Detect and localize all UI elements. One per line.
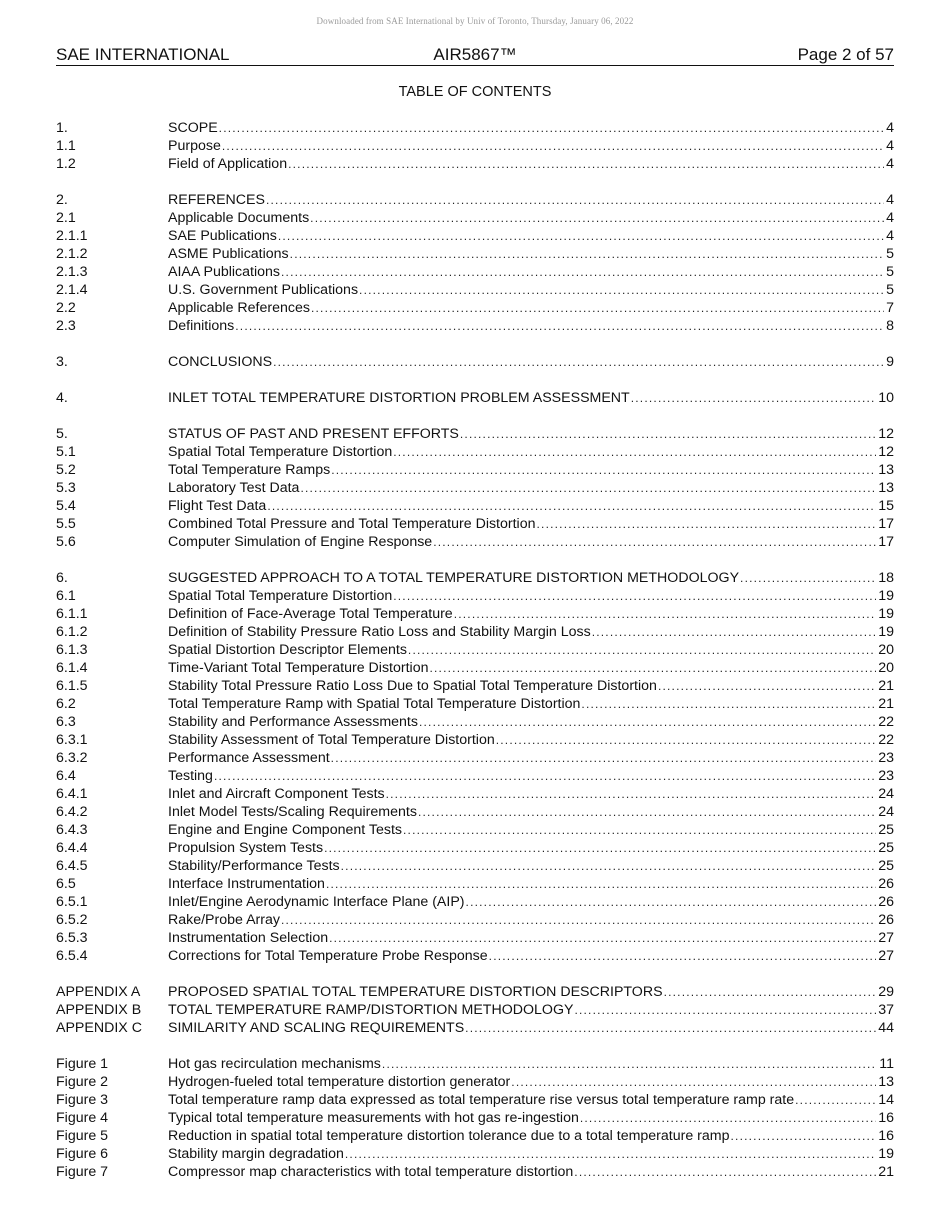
toc-entry[interactable] [56,1073,894,1091]
toc-entry-page: 10 [878,390,894,406]
toc-entry-page: 22 [878,732,894,748]
toc-entry-page: 4 [886,120,894,136]
toc-entry-page: 11 [879,1056,894,1072]
toc-dot-leader [341,857,877,875]
toc-entry[interactable] [56,1163,894,1181]
toc-entry-page: 27 [878,948,894,964]
toc-entry-number: 5.3 [56,480,76,496]
toc-dot-leader [664,983,877,1001]
toc-dot-leader [574,1001,876,1019]
toc-entry[interactable] [56,461,894,479]
toc-entry-page: 13 [878,480,894,496]
toc-entry[interactable] [56,731,894,749]
toc-entry-title[interactable]: Stability Total Pressure Ratio Loss Due to Spatial Total Temperature Distortion [168,678,657,694]
toc-entry[interactable] [56,137,894,155]
toc-entry-title[interactable]: SCOPE [168,120,218,136]
toc-entry-number: 6.5.3 [56,930,88,946]
toc-entry-number: 6.1.4 [56,660,88,676]
toc-entry[interactable] [56,191,894,209]
toc-entry-title[interactable]: Testing [168,768,213,784]
toc-entry-title[interactable]: Rake/Probe Array [168,912,280,928]
toc-entry-page: 5 [886,282,894,298]
toc-entry-title[interactable]: Combined Total Pressure and Total Temperature Distortion [168,516,536,532]
toc-dot-leader [658,677,876,695]
toc-entry[interactable] [56,119,894,137]
toc-entry[interactable] [56,785,894,803]
toc-entry[interactable] [56,695,894,713]
toc-entry[interactable] [56,1001,894,1019]
toc-dot-leader [382,1055,877,1073]
toc-entry-page: 22 [878,714,894,730]
toc-entry-page: 9 [886,354,894,370]
toc-dot-leader [219,119,884,137]
toc-entry-title[interactable]: STATUS OF PAST AND PRESENT EFFORTS [168,426,459,442]
toc-entry-title[interactable]: ASME Publications [168,246,289,262]
toc-entry[interactable] [56,317,894,335]
toc-entry[interactable] [56,227,894,245]
toc-dot-leader [581,695,876,713]
toc-entry-number: Figure 3 [56,1092,109,1108]
toc-group [56,1055,894,1181]
toc-entry-page: 5 [886,264,894,280]
toc-dot-leader [324,839,876,857]
toc-dot-leader [290,245,884,263]
toc-entry-title[interactable]: Laboratory Test Data [168,480,300,496]
toc-entry-page: 13 [878,1074,894,1090]
toc-entry-number: APPENDIX C [56,1020,142,1036]
toc-entry-number: 6.2 [56,696,76,712]
toc-entry-title[interactable]: Time-Variant Total Temperature Distortion [168,660,429,676]
toc-entry-title[interactable]: Engine and Engine Component Tests [168,822,402,838]
header-organization: SAE INTERNATIONAL [56,45,230,64]
toc-entry-page: 25 [878,840,894,856]
toc-dot-leader [267,497,876,515]
toc-dot-leader [331,749,877,767]
toc-dot-leader [465,1019,876,1037]
toc-entry-page: 13 [878,462,894,478]
toc-entry-page: 12 [878,444,894,460]
toc-entry-number: 5.5 [56,516,76,532]
toc-entry-number: 6.4.5 [56,858,88,874]
toc-entry-page: 25 [878,858,894,874]
toc-entry-title[interactable]: Applicable References [168,300,310,316]
toc-entry-number: 2.1.2 [56,246,88,262]
toc-entry-number: 6.1 [56,588,76,604]
toc-entry[interactable] [56,443,894,461]
toc-dot-leader [631,389,876,407]
toc-dot-leader [419,713,876,731]
toc-dot-leader [393,587,876,605]
toc-entry[interactable] [56,803,894,821]
header-page-number: Page 2 of 57 [797,45,894,64]
toc-entry[interactable] [56,263,894,281]
toc-entry[interactable] [56,389,894,407]
toc-group [56,983,894,1037]
toc-entry-title[interactable]: Field of Application [168,156,288,172]
toc-dot-leader [537,515,877,533]
toc-entry[interactable] [56,281,894,299]
toc-entry[interactable] [56,857,894,875]
download-watermark: Downloaded from SAE International by Univ of Toronto, Thursday, January 06, 2022 [316,16,634,26]
toc-entry-page: 29 [878,984,894,1000]
toc-entry-title[interactable]: Spatial Total Temperature Distortion [168,588,393,604]
toc-dot-leader [311,299,884,317]
toc-entry-number: 6.4.1 [56,786,88,802]
toc-entry[interactable] [56,533,894,551]
toc-entry-number: 2.3 [56,318,76,334]
toc-entry-number: Figure 1 [56,1056,109,1072]
toc-dot-leader [235,317,884,335]
toc-entry[interactable] [56,1145,894,1163]
toc-entry[interactable] [56,245,894,263]
toc-dot-leader [418,803,876,821]
toc-entry-page: 21 [878,1164,894,1180]
toc-entry-title[interactable]: Corrections for Total Temperature Probe Response [168,948,488,964]
toc-entry-title[interactable]: Hot gas recirculation mechanisms [168,1056,381,1072]
toc-dot-leader [214,767,876,785]
toc-entry-title[interactable]: SUGGESTED APPROACH TO A TOTAL TEMPERATURE DISTORTION METHODOLOGY [168,570,740,586]
toc-entry-page: 19 [878,588,894,604]
toc-entry[interactable] [56,947,894,965]
toc-entry-number: 5. [56,426,68,442]
toc-entry-title[interactable]: Spatial Total Temperature Distortion [168,444,393,460]
toc-dot-leader [300,479,876,497]
toc-entry-number: 2.1.1 [56,228,88,244]
toc-entry-page: 16 [878,1128,894,1144]
toc-entry-number: 1.2 [56,156,76,172]
toc-entry-title[interactable]: Inlet Model Tests/Scaling Requirements [168,804,417,820]
toc-entry-page: 18 [878,570,894,586]
toc-entry-title[interactable]: REFERENCES [168,192,265,208]
toc-dot-leader [429,659,876,677]
toc-entry[interactable] [56,515,894,533]
toc-entry-number: 6.5.4 [56,948,88,964]
toc-entry-page: 21 [878,696,894,712]
toc-entry-title[interactable]: Purpose [168,138,221,154]
toc-entry-page: 19 [878,1146,894,1162]
toc-entry-title[interactable]: Compressor map characteristics with total temperature distortion [168,1164,574,1180]
toc-entry[interactable] [56,1019,894,1037]
toc-dot-leader [466,893,877,911]
toc-entry[interactable] [56,875,894,893]
toc-entry-number: Figure 6 [56,1146,109,1162]
toc-group [56,389,894,407]
toc-entry-title[interactable]: Definition of Stability Pressure Ratio Loss and Stability Margin Loss [168,624,591,640]
toc-entry-page: 20 [878,642,894,658]
toc-group [56,353,894,371]
toc-entry-title[interactable]: Total Temperature Ramp with Spatial Total Temperature Distortion [168,696,581,712]
toc-dot-leader [222,137,884,155]
toc-entry-number: 3. [56,354,68,370]
toc-entry[interactable] [56,479,894,497]
toc-dot-leader [496,731,876,749]
toc-dot-leader [511,1073,876,1091]
table-of-contents [56,119,894,1199]
toc-dot-leader [288,155,884,173]
toc-entry[interactable] [56,623,894,641]
toc-entry[interactable] [56,299,894,317]
toc-entry[interactable] [56,569,894,587]
toc-entry[interactable] [56,155,894,173]
toc-entry[interactable] [56,209,894,227]
toc-entry[interactable] [56,713,894,731]
toc-entry-page: 4 [886,228,894,244]
toc-dot-leader [408,641,876,659]
toc-entry-number: 6.5.2 [56,912,88,928]
toc-entry-title[interactable]: Total Temperature Ramps [168,462,331,478]
toc-entry-title[interactable]: TOTAL TEMPERATURE RAMP/DISTORTION METHODOLOGY [168,1002,574,1018]
toc-entry-title[interactable]: Instrumentation Selection [168,930,329,946]
toc-entry-number: 2.1 [56,210,76,226]
toc-dot-leader [278,227,884,245]
toc-dot-leader [574,1163,876,1181]
toc-entry-number: 1. [56,120,68,136]
toc-dot-leader [740,569,876,587]
toc-entry-number: 1.1 [56,138,76,154]
toc-dot-leader [386,785,877,803]
toc-entry-title[interactable]: Definition of Face-Average Total Temperature [168,606,453,622]
toc-entry-title[interactable]: PROPOSED SPATIAL TOTAL TEMPERATURE DISTORTION DESCRIPTORS [168,984,663,1000]
toc-group [56,569,894,965]
toc-dot-leader [731,1127,877,1145]
toc-entry[interactable] [56,839,894,857]
toc-entry-page: 25 [878,822,894,838]
toc-entry-number: Figure 5 [56,1128,109,1144]
toc-entry-page: 14 [878,1092,894,1108]
toc-entry[interactable] [56,1127,894,1145]
toc-entry-title[interactable]: Reduction in spatial total temperature distortion tolerance due to a total temperature ramp [168,1128,730,1144]
toc-entry-number: 6.5 [56,876,76,892]
toc-entry-number: 6.1.3 [56,642,88,658]
toc-entry-page: 19 [878,624,894,640]
toc-entry-page: 15 [878,498,894,514]
toc-entry-number: APPENDIX B [56,1002,142,1018]
toc-entry-number: 6.3.2 [56,750,88,766]
toc-dot-leader [326,875,876,893]
toc-entry-title[interactable]: Propulsion System Tests [168,840,324,856]
toc-dot-leader [592,623,877,641]
toc-entry-number: 6.3 [56,714,76,730]
toc-entry-page: 4 [886,210,894,226]
toc-dot-leader [331,461,876,479]
toc-entry-page: 8 [886,318,894,334]
toc-dot-leader [266,191,884,209]
toc-entry-number: Figure 4 [56,1110,109,1126]
toc-entry-title[interactable]: Inlet/Engine Aerodynamic Interface Plane (AIP) [168,894,465,910]
toc-entry-title[interactable]: Stability Assessment of Total Temperature Distortion [168,732,495,748]
toc-entry[interactable] [56,929,894,947]
toc-entry[interactable] [56,767,894,785]
toc-entry-page: 7 [886,300,894,316]
toc-entry[interactable] [56,353,894,371]
toc-entry-title[interactable]: Inlet and Aircraft Component Tests [168,786,385,802]
toc-entry-number: 2.2 [56,300,76,316]
toc-entry-title[interactable]: U.S. Government Publications [168,282,359,298]
toc-entry-number: 2.1.4 [56,282,88,298]
toc-entry-number: 5.4 [56,498,76,514]
toc-entry-page: 4 [886,138,894,154]
toc-entry-number: 6. [56,570,68,586]
toc-entry-title[interactable]: Stability margin degradation [168,1146,344,1162]
toc-entry[interactable] [56,893,894,911]
toc-entry-number: 5.1 [56,444,76,460]
toc-entry-number: 6.4.2 [56,804,88,820]
toc-group [56,425,894,551]
toc-entry-page: 26 [878,912,894,928]
toc-entry-title[interactable]: Performance Assessment [168,750,330,766]
toc-entry-title[interactable]: CONCLUSIONS [168,354,273,370]
toc-dot-leader [281,911,876,929]
toc-entry-page: 5 [886,246,894,262]
toc-entry-number: APPENDIX A [56,984,141,1000]
toc-dot-leader [403,821,876,839]
toc-entry-number: 6.1.2 [56,624,88,640]
toc-entry[interactable] [56,497,894,515]
toc-dot-leader [580,1109,876,1127]
toc-entry-number: Figure 2 [56,1074,109,1090]
toc-dot-leader [433,533,876,551]
toc-group [56,191,894,335]
toc-entry[interactable] [56,1109,894,1127]
toc-entry-number: Figure 7 [56,1164,109,1180]
toc-entry-title[interactable]: Typical total temperature measurements with hot gas re-ingestion [168,1110,579,1126]
toc-entry-page: 24 [878,786,894,802]
toc-dot-leader [489,947,877,965]
toc-entry-title[interactable]: Spatial Distortion Descriptor Elements [168,642,407,658]
toc-entry-page: 17 [878,534,894,550]
toc-entry-page: 26 [878,876,894,892]
toc-entry-title[interactable]: Total temperature ramp data expressed as total temperature rise versus total temperature ramp rate [168,1092,795,1108]
toc-entry-number: 6.1.5 [56,678,88,694]
toc-entry-title[interactable]: Computer Simulation of Engine Response [168,534,433,550]
toc-entry-page: 21 [878,678,894,694]
toc-dot-leader [454,605,877,623]
toc-entry-number: 4. [56,390,68,406]
toc-entry-number: 6.3.1 [56,732,88,748]
toc-dot-leader [359,281,884,299]
toc-entry-title[interactable]: SIMILARITY AND SCALING REQUIREMENTS [168,1020,465,1036]
toc-entry-number: 6.4 [56,768,76,784]
toc-entry-page: 24 [878,804,894,820]
toc-entry-page: 12 [878,426,894,442]
toc-dot-leader [345,1145,876,1163]
toc-entry-page: 23 [878,768,894,784]
toc-entry[interactable] [56,749,894,767]
toc-entry[interactable] [56,605,894,623]
toc-entry-number: 2. [56,192,68,208]
toc-entry-number: 6.1.1 [56,606,88,622]
toc-entry-title[interactable]: Hydrogen-fueled total temperature distortion generator [168,1074,511,1090]
toc-entry-number: 6.4.3 [56,822,88,838]
toc-entry-page: 19 [878,606,894,622]
toc-entry-page: 17 [878,516,894,532]
toc-entry-number: 5.2 [56,462,76,478]
toc-entry[interactable] [56,677,894,695]
toc-entry[interactable] [56,587,894,605]
toc-entry-page: 20 [878,660,894,676]
toc-entry-title[interactable]: Definitions [168,318,235,334]
toc-entry[interactable] [56,1055,894,1073]
toc-entry-number: 2.1.3 [56,264,88,280]
toc-dot-leader [273,353,884,371]
toc-entry[interactable] [56,1091,894,1109]
toc-entry-title[interactable]: INLET TOTAL TEMPERATURE DISTORTION PROBLEM ASSESSMENT [168,390,630,406]
toc-dot-leader [460,425,876,443]
toc-entry-page: 16 [878,1110,894,1126]
header-document-id: AIR5867™ [433,45,517,64]
toc-entry-page: 27 [878,930,894,946]
toc-entry-number: 5.6 [56,534,76,550]
toc-heading: TABLE OF CONTENTS [398,84,552,100]
toc-group [56,119,894,173]
toc-entry-page: 4 [886,156,894,172]
toc-entry-page: 4 [886,192,894,208]
toc-entry-number: 6.4.4 [56,840,88,856]
toc-dot-leader [795,1091,876,1109]
toc-entry-page: 37 [878,1002,894,1018]
toc-entry-title[interactable]: Interface Instrumentation [168,876,325,892]
toc-entry-number: 6.5.1 [56,894,88,910]
toc-entry[interactable] [56,641,894,659]
toc-dot-leader [310,209,884,227]
toc-entry-page: 23 [878,750,894,766]
page-header [56,44,894,66]
toc-entry-title[interactable]: Flight Test Data [168,498,267,514]
toc-dot-leader [329,929,876,947]
toc-entry[interactable] [56,821,894,839]
toc-dot-leader [281,263,884,281]
toc-entry[interactable] [56,659,894,677]
toc-entry-page: 26 [878,894,894,910]
toc-entry-title[interactable]: Stability and Performance Assessments [168,714,418,730]
toc-entry-title[interactable]: AIAA Publications [168,264,280,280]
toc-entry-title[interactable]: SAE Publications [168,228,277,244]
toc-entry-title[interactable]: Stability/Performance Tests [168,858,340,874]
toc-entry[interactable] [56,425,894,443]
toc-entry[interactable] [56,983,894,1001]
toc-entry-page: 44 [878,1020,894,1036]
toc-entry-title[interactable]: Applicable Documents [168,210,310,226]
toc-dot-leader [393,443,876,461]
toc-entry[interactable] [56,911,894,929]
